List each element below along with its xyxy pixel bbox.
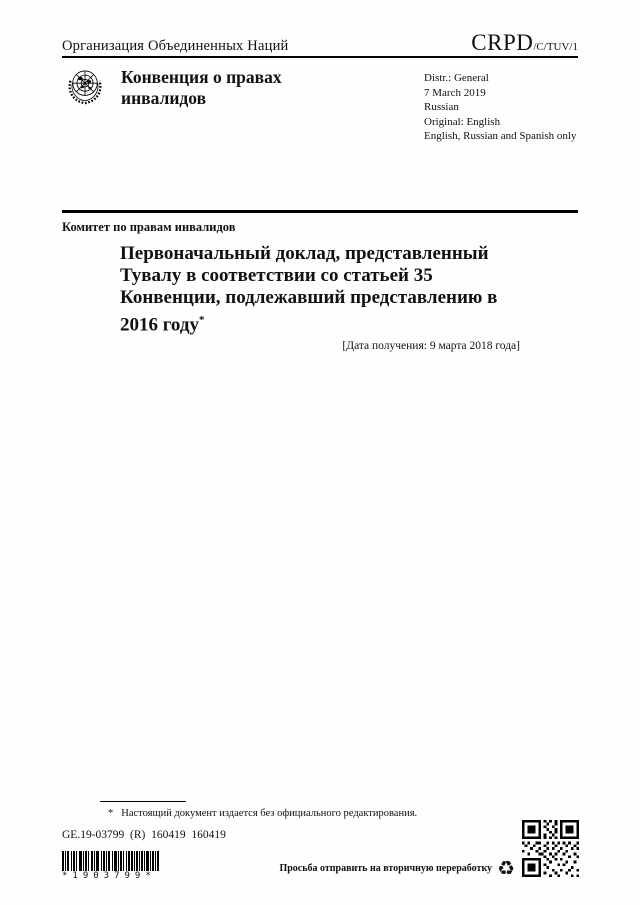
distr-line: Original: English (424, 115, 501, 128)
convention-title: Конвенция о правах инвалидов (121, 67, 282, 108)
document-symbol-sub: /C/TUV/1 (533, 41, 578, 53)
un-emblem-icon (62, 64, 108, 110)
footnote (108, 808, 417, 819)
distr-line: Russian (424, 101, 459, 113)
emblem-row (62, 64, 331, 110)
report-title-text: Первоначальный доклад, представленный Тувалу в соответствии со статьей 35 Конвенции, подлежавший представлению в 2016 году (120, 243, 498, 336)
barcode-block (62, 851, 162, 881)
header-rule (62, 56, 578, 58)
qr-code (522, 820, 579, 877)
distr-line: Distr.: General (424, 72, 489, 84)
org-name: Организация Объединенных Наций (62, 38, 289, 54)
date-received: [Дата получения: 9 марта 2018 года] (342, 340, 520, 352)
footnote-text: Настоящий документ издается без официального редактирования. (121, 808, 418, 819)
footnote-marker: * (108, 808, 114, 819)
masthead (62, 30, 578, 56)
section-rule (62, 210, 578, 213)
distr-line: English, Russian and Spanish only (424, 130, 577, 142)
document-symbol (471, 30, 578, 56)
ge-number: GE.19-03799 (R) 160419 160419 (62, 829, 226, 841)
document-symbol-main: CRPD (471, 30, 534, 55)
recycle-row (240, 858, 515, 878)
committee-heading: Комитет по правам инвалидов (62, 220, 236, 234)
report-title (120, 243, 510, 336)
title-footnote-marker: * (198, 314, 205, 326)
distr-line: 7 March 2019 (424, 86, 486, 99)
footnote-rule (100, 801, 186, 802)
barcode (62, 851, 162, 871)
distribution-block (424, 71, 576, 144)
barcode-text: *1903799* (62, 871, 156, 881)
recycle-icon: ♻ (497, 856, 515, 880)
recycle-note: Просьба отправить на вторичную переработку (279, 862, 493, 874)
